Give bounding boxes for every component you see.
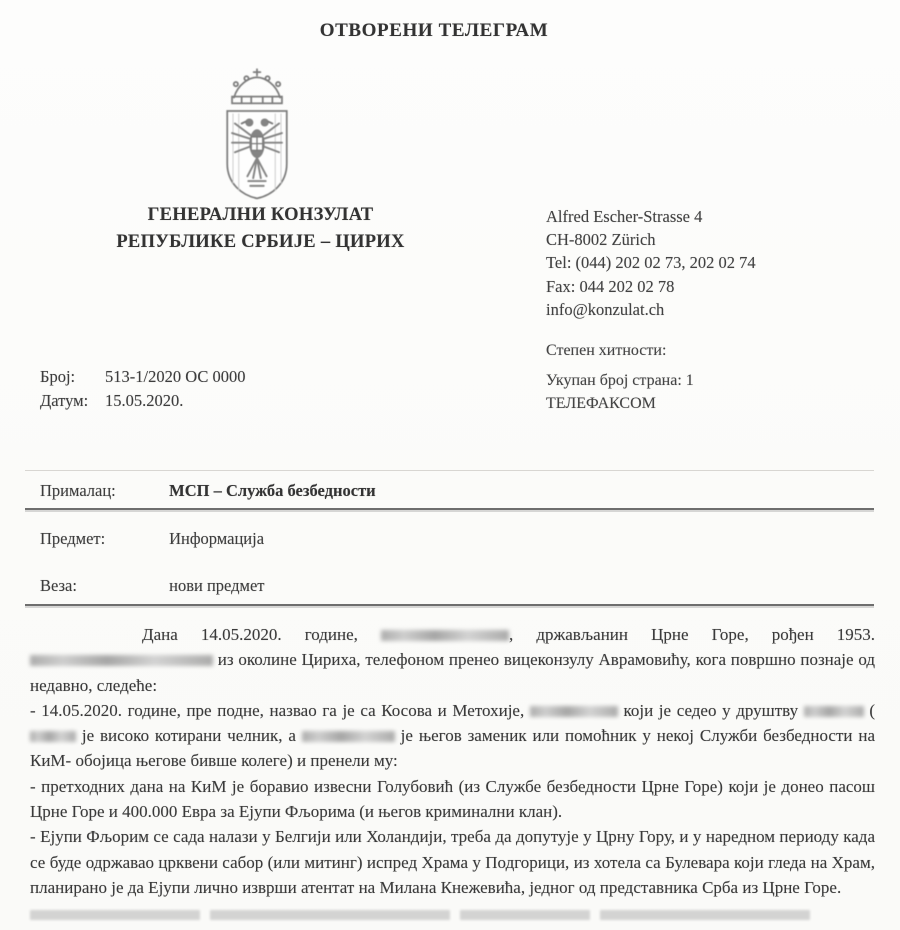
consulate-name	[58, 202, 463, 256]
divider-reference	[25, 604, 874, 606]
redacted-text	[30, 655, 213, 666]
redacted-text	[804, 706, 864, 717]
total-pages: Укупан број страна: 1	[546, 372, 694, 389]
body-text-segment: је високо котирани челник, а	[76, 726, 302, 746]
illegible-cutoff-text	[210, 910, 450, 920]
serbia-coat-of-arms-icon	[209, 64, 305, 206]
illegible-cutoff-text	[460, 910, 590, 920]
body-text-segment: - 14.05.2020. године, пре подне, назвао га је са Косова и Метохије,	[30, 700, 530, 720]
body-text-segment: , држављанин Црне Горе, рођен 1953.	[509, 625, 875, 644]
body-text-segment: је његов заменик или помоћник у некој Служби безбедности на КиМ- обојица његове бивше колеге) и пренели му:	[30, 726, 875, 771]
divider-faint	[25, 470, 874, 471]
redacted-text	[30, 731, 76, 742]
body-paragraph-4: - Ејупи Фљорим се сада налази у Белгији или Холандији, треба да допутује у Црну Гору, и у наредном периоду када се буде одржавао црквени сабор (или митинг) испред Храма у Подгорици, из хотела са Булевара који гледа на Храм, планирано је да Ејупи лично изврши атентат на Милана Кнежевића, једног од представника Срба из Црне Горе.	[30, 827, 875, 897]
cutoff-next-line	[30, 900, 875, 930]
subject-row	[40, 529, 264, 549]
document-title: ОТВОРЕНИ ТЕЛЕГРАМ	[319, 20, 549, 41]
transmission-method: ТЕЛЕФАКСОМ	[546, 395, 656, 412]
date-value: 15.05.2020.	[105, 391, 184, 410]
body-paragraph-1	[30, 622, 875, 698]
address-line2: CH-8002 Zürich	[546, 230, 656, 250]
email-line: info@konzulat.ch	[546, 299, 665, 319]
reference-value: нови предмет	[169, 576, 265, 595]
recipient-value: МСП – Служба безбедности	[169, 481, 376, 500]
date-label: Датум:	[40, 391, 89, 410]
redacted-text	[530, 706, 618, 717]
consulate-name-line2: РЕПУБЛИКЕ СРБИЈЕ – ЦИРИХ	[116, 232, 405, 252]
subject-value: Информација	[169, 529, 265, 548]
number-value: 513-1/2020 ОС 0000	[105, 367, 246, 386]
redacted-text	[381, 630, 509, 641]
meta-left-block	[40, 365, 245, 413]
address-line1: Alfred Escher-Strasse 4	[546, 207, 703, 226]
redacted-text	[302, 731, 395, 742]
body-paragraph-3: - претходних дана на КиМ је боравио извесни Голубовић (из Службе безбедности Црне Горе) који је донео пасош Црне Горе и 400.000 Евра за Ејупи Фљорима (и његов криминални клан).	[30, 776, 875, 822]
consulate-name-line1: ГЕНЕРАЛНИ КОНЗУЛАТ	[147, 205, 374, 225]
meta-right-block	[546, 339, 694, 415]
subject-label: Предмет:	[40, 529, 106, 548]
contact-block	[546, 205, 756, 321]
reference-label: Веза:	[40, 576, 77, 595]
body-text-segment: из околине Цириха, телефоном пренео вицеконзулу Аврамовићу, кога површно познаје од недавно, следеће:	[30, 650, 875, 695]
divider-recipient	[25, 508, 874, 510]
document-date-row	[40, 389, 245, 413]
illegible-cutoff-text	[30, 910, 200, 920]
body-paragraph-2	[30, 698, 875, 774]
recipient-row	[40, 481, 376, 501]
body-text-segment: који је седео у друштву	[617, 700, 804, 720]
recipient-label: Прималац:	[40, 481, 116, 500]
document-number-row	[40, 365, 245, 389]
reference-row	[40, 576, 265, 596]
illegible-cutoff-text	[600, 910, 810, 920]
urgency-label: Степен хитности:	[546, 342, 667, 359]
number-label: Број:	[40, 367, 76, 386]
telegram-body	[30, 622, 875, 930]
phone-line: Tel: (044) 202 02 73, 202 02 74	[546, 253, 756, 273]
fax-line: Fax: 044 202 02 78	[546, 276, 675, 296]
body-text-segment: (	[863, 700, 875, 720]
body-text-segment: Дана 14.05.2020. године,	[142, 625, 381, 644]
